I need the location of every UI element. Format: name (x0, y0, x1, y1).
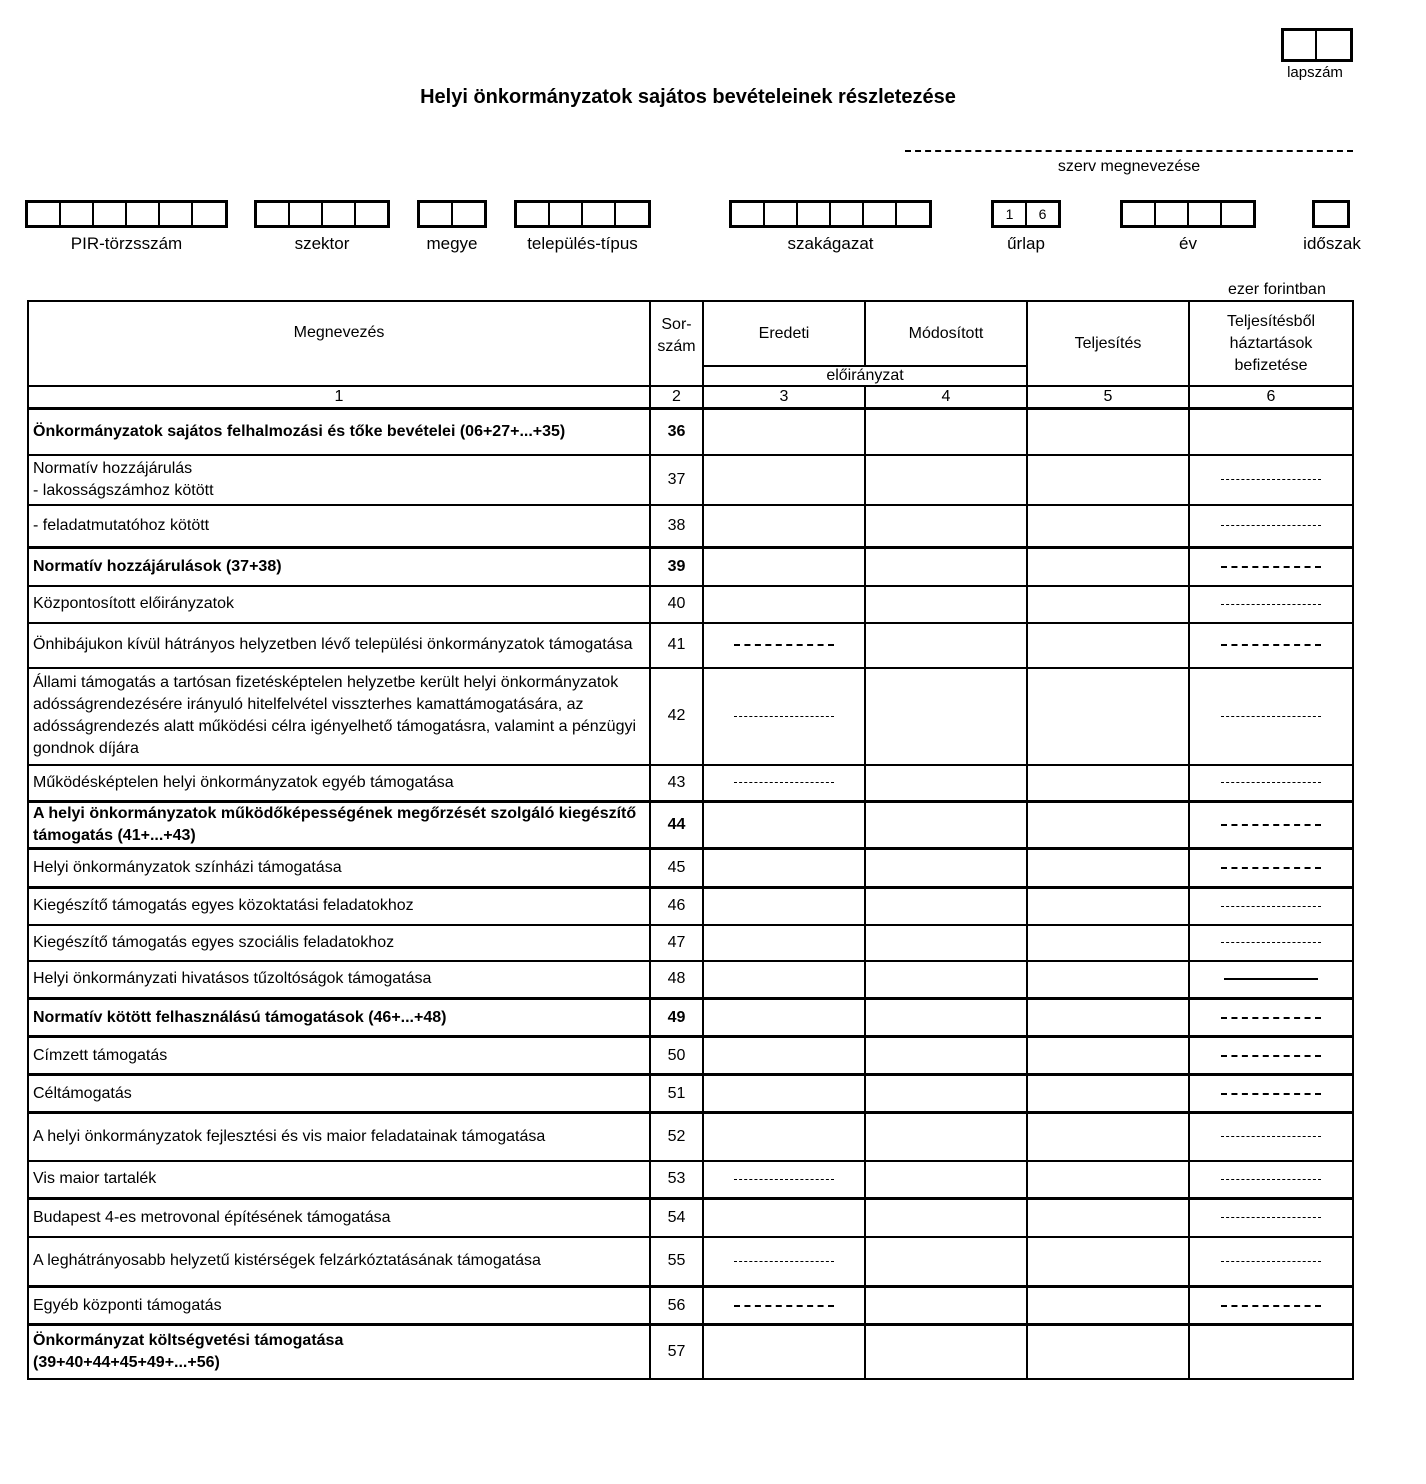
cell-haztartasok (1189, 455, 1353, 505)
cell-eredeti[interactable] (703, 409, 865, 455)
dash-placeholder (1221, 1217, 1321, 1218)
row-sorszam: 55 (650, 1237, 703, 1287)
cell-eredeti[interactable] (703, 455, 865, 505)
ev-digit[interactable] (1222, 203, 1253, 225)
cell-teljesites[interactable] (1027, 505, 1189, 548)
colnum-4: 4 (865, 386, 1027, 409)
row-sorszam: 42 (650, 668, 703, 765)
cell-modositott[interactable] (865, 623, 1027, 668)
dash-placeholder (1221, 782, 1321, 783)
cell-modositott[interactable] (865, 505, 1027, 548)
cell-eredeti[interactable] (703, 1113, 865, 1161)
telepules-digit[interactable] (616, 203, 648, 225)
table-row (28, 802, 1353, 849)
cell-teljesites[interactable] (1027, 925, 1189, 961)
main-table (27, 300, 1354, 1380)
cell-modositott[interactable] (865, 1161, 1027, 1199)
cell-haztartasok (1189, 1237, 1353, 1287)
pir-boxes[interactable] (25, 200, 228, 228)
row-sorszam: 57 (650, 1325, 703, 1379)
megye-label: megye (426, 234, 478, 253)
colnum-2: 2 (650, 386, 703, 409)
cell-modositott[interactable] (865, 1325, 1027, 1379)
cell-haztartasok (1189, 505, 1353, 548)
dash-placeholder (734, 1305, 834, 1307)
row-name: Működésképtelen helyi önkormányzatok egyéb támogatása (28, 765, 650, 802)
table-row (28, 961, 1353, 999)
header-sorszam-a: Sor- (661, 316, 692, 333)
column-numbers-row (28, 386, 1353, 409)
cell-modositott[interactable] (865, 1075, 1027, 1113)
header-haztartasok-a: Teljesítésből (1226, 312, 1316, 330)
szektor-digit[interactable] (257, 203, 290, 225)
table-row (28, 668, 1353, 765)
cell-modositott[interactable] (865, 925, 1027, 961)
row-name: Normatív hozzájárulások (37+38) (28, 548, 650, 586)
telepules-digit[interactable] (550, 203, 583, 225)
szakagazat-label: szakágazat (787, 234, 874, 253)
header-sorszam-b: szám (657, 338, 696, 355)
row-name: Helyi önkormányzatok színházi támogatása (28, 849, 650, 888)
row-name: Állami támogatás a tartósan fizetésképtelen helyzetbe került helyi önkormányzatok adósságrendezésére irányuló hitelfelvétel visszterhes kamattámogatására, az adósságrendezés alatt működési célra igényelhető támogatásra, valamint a pénzügyi gondnok díjára (28, 668, 650, 765)
cell-haztartasok (1189, 961, 1353, 999)
table-row (28, 1287, 1353, 1325)
cell-eredeti[interactable] (703, 925, 865, 961)
table-row (28, 849, 1353, 888)
idoszak-digit[interactable] (1315, 203, 1347, 225)
cell-teljesites[interactable] (1027, 1113, 1189, 1161)
pir-digit[interactable] (160, 203, 193, 225)
row-name: Önhibájukon kívül hátrányos helyzetben lévő települési önkormányzatok támogatása (28, 623, 650, 668)
row-name: Egyéb központi támogatás (28, 1287, 650, 1325)
dash-placeholder (1221, 824, 1321, 826)
table-row (28, 999, 1353, 1037)
row-sorszam: 56 (650, 1287, 703, 1325)
row-name: Kiegészítő támogatás egyes közoktatási feladatokhoz (28, 888, 650, 925)
table-row (28, 765, 1353, 802)
urlap-boxes (991, 200, 1061, 228)
dash-placeholder (1221, 716, 1321, 717)
cell-haztartasok (1189, 1287, 1353, 1325)
unit-label: ezer forintban (1228, 281, 1326, 298)
row-name: A leghátrányosabb helyzetű kistérségek felzárkóztatásának támogatása (28, 1237, 650, 1287)
urlap-digit-1: 1 (994, 203, 1027, 225)
row-name: A helyi önkormányzatok működőképességének megőrzését szolgáló kiegészítő támogatás (41+...+43) (28, 802, 650, 849)
row-name: Céltámogatás (28, 1075, 650, 1113)
idoszak-box[interactable] (1312, 200, 1350, 228)
dash-placeholder (1221, 1261, 1321, 1262)
szakagazat-digit[interactable] (765, 203, 798, 225)
urlap-label: űrlap (1007, 234, 1045, 253)
cell-modositott[interactable] (865, 455, 1027, 505)
cell-haztartasok (1189, 1161, 1353, 1199)
row-sorszam: 36 (650, 409, 703, 455)
cell-eredeti[interactable] (703, 999, 865, 1037)
cell-eredeti (703, 1287, 865, 1325)
cell-modositott[interactable] (865, 1199, 1027, 1237)
row-name-line-2: - lakosságszámhoz kötött (33, 481, 214, 499)
table-row (28, 409, 1353, 455)
cell-modositott[interactable] (865, 409, 1027, 455)
cell-haztartasok (1189, 925, 1353, 961)
row-sorszam: 38 (650, 505, 703, 548)
megye-digit[interactable] (420, 203, 453, 225)
cell-haztartasok (1189, 888, 1353, 925)
cell-teljesites[interactable] (1027, 1075, 1189, 1113)
szektor-digit[interactable] (323, 203, 356, 225)
szerv-label: szerv megnevezése (1057, 158, 1201, 175)
colnum-1: 1 (28, 386, 650, 409)
header-teljesites: Teljesítés (1027, 301, 1189, 386)
pir-digit[interactable] (61, 203, 94, 225)
dash-placeholder (1221, 1017, 1321, 1019)
table-row (28, 1037, 1353, 1075)
szektor-digit[interactable] (290, 203, 323, 225)
urlap-digit-2: 6 (1038, 206, 1047, 222)
ev-digit[interactable] (1189, 203, 1222, 225)
cell-teljesites[interactable] (1027, 765, 1189, 802)
cell-haztartasok (1189, 1199, 1353, 1237)
ev-boxes[interactable] (1120, 200, 1256, 228)
cell-modositott[interactable] (865, 586, 1027, 623)
dash-placeholder (1221, 604, 1321, 605)
szakagazat-digit[interactable] (897, 203, 929, 225)
cell-haztartasok (1189, 999, 1353, 1037)
cell-teljesites[interactable] (1027, 1325, 1189, 1379)
dash-placeholder (734, 782, 834, 783)
cell-eredeti[interactable] (703, 548, 865, 586)
cell-haztartasok (1189, 1037, 1353, 1075)
row-sorszam: 43 (650, 765, 703, 802)
header-haztartasok-b: háztartások (1229, 334, 1313, 352)
dash-placeholder (1221, 1136, 1321, 1137)
dash-placeholder (1221, 1093, 1321, 1095)
header-haztartasok (1189, 301, 1353, 386)
cell-teljesites[interactable] (1027, 586, 1189, 623)
cell-teljesites[interactable] (1027, 548, 1189, 586)
row-name: Kiegészítő támogatás egyes szociális feladatokhoz (28, 925, 650, 961)
row-sorszam: 49 (650, 999, 703, 1037)
cell-haztartasok (1189, 1113, 1353, 1161)
cell-haztartasok (1189, 548, 1353, 586)
cell-modositott[interactable] (865, 1037, 1027, 1075)
row-name (28, 455, 650, 505)
cell-haztartasok (1189, 1075, 1353, 1113)
table-row (28, 1075, 1353, 1113)
row-sorszam: 50 (650, 1037, 703, 1075)
cell-teljesites[interactable] (1027, 455, 1189, 505)
megye-digit[interactable] (453, 203, 484, 225)
row-name: Helyi önkormányzati hivatásos tűzoltóságok támogatása (28, 961, 650, 999)
cell-eredeti[interactable] (703, 961, 865, 999)
cell-modositott[interactable] (865, 999, 1027, 1037)
szakagazat-boxes[interactable] (729, 200, 932, 228)
dash-placeholder (734, 1261, 834, 1262)
row-name: Önkormányzatok sajátos felhalmozási és tőke bevételei (06+27+...+35) (28, 409, 650, 455)
lapszam-digit-2[interactable] (1317, 31, 1350, 59)
dash-placeholder (734, 644, 834, 646)
dash-placeholder (1221, 566, 1321, 568)
cell-haztartasok (1189, 765, 1353, 802)
cell-haztartasok (1189, 586, 1353, 623)
line-placeholder (1224, 978, 1318, 980)
header-haztartasok-c: befizetése (1234, 356, 1308, 374)
header-sorszam (650, 301, 703, 386)
colnum-5: 5 (1027, 386, 1189, 409)
row-name-line-1: Normatív hozzájárulás (33, 459, 193, 477)
table-row (28, 925, 1353, 961)
cell-teljesites[interactable] (1027, 888, 1189, 925)
cell-teljesites[interactable] (1027, 1237, 1189, 1287)
cell-modositott[interactable] (865, 888, 1027, 925)
cell-eredeti[interactable] (703, 1325, 865, 1379)
table-row (28, 1325, 1353, 1379)
table-row (28, 1161, 1353, 1199)
dash-placeholder (734, 716, 834, 717)
cell-modositott[interactable] (865, 1113, 1027, 1161)
cell-haztartasok (1189, 623, 1353, 668)
cell-teljesites[interactable] (1027, 1199, 1189, 1237)
cell-teljesites[interactable] (1027, 802, 1189, 849)
telepules-label: település-típus (527, 234, 638, 253)
page-title: Helyi önkormányzatok sajátos bevételeinek részletezése (420, 86, 956, 108)
row-name: Normatív kötött felhasználású támogatások (46+...+48) (28, 999, 650, 1037)
szektor-label: szektor (294, 234, 350, 253)
szerv-field-line[interactable] (905, 150, 1353, 152)
header-eloiranyzat: előirányzat (703, 366, 1027, 386)
row-sorszam: 54 (650, 1199, 703, 1237)
cell-eredeti[interactable] (703, 802, 865, 849)
telepules-digit[interactable] (583, 203, 616, 225)
dash-placeholder (1221, 644, 1321, 646)
header-modositott: Módosított (865, 301, 1027, 366)
megye-boxes[interactable] (417, 200, 487, 228)
idoszak-label: időszak (1303, 234, 1361, 253)
row-name: Címzett támogatás (28, 1037, 650, 1075)
lapszam-digit-1[interactable] (1284, 31, 1317, 59)
telepules-digit[interactable] (517, 203, 550, 225)
row-sorszam: 46 (650, 888, 703, 925)
szakagazat-digit[interactable] (798, 203, 831, 225)
row-sorszam: 40 (650, 586, 703, 623)
cell-eredeti (703, 1161, 865, 1199)
table-row (28, 505, 1353, 548)
row-name: Központosított előirányzatok (28, 586, 650, 623)
cell-eredeti[interactable] (703, 505, 865, 548)
cell-modositott[interactable] (865, 802, 1027, 849)
dash-placeholder (1221, 525, 1321, 526)
dash-placeholder (1221, 1055, 1321, 1057)
cell-teljesites[interactable] (1027, 623, 1189, 668)
table-row (28, 888, 1353, 925)
colnum-6: 6 (1189, 386, 1353, 409)
pir-label: PIR-törzsszám (70, 234, 183, 253)
row-sorszam: 51 (650, 1075, 703, 1113)
cell-teljesites[interactable] (1027, 409, 1189, 455)
row-name: Budapest 4-es metrovonal építésének támogatása (28, 1199, 650, 1237)
pir-digit[interactable] (193, 203, 225, 225)
ev-digit[interactable] (1156, 203, 1189, 225)
szakagazat-digit[interactable] (864, 203, 897, 225)
dash-placeholder (1221, 867, 1321, 869)
telepules-boxes[interactable] (514, 200, 651, 228)
cell-modositott[interactable] (865, 849, 1027, 888)
lapszam-boxes[interactable] (1281, 28, 1353, 62)
cell-eredeti[interactable] (703, 849, 865, 888)
cell-modositott[interactable] (865, 548, 1027, 586)
szakagazat-digit[interactable] (831, 203, 864, 225)
cell-haztartasok (1189, 849, 1353, 888)
dash-placeholder (1221, 479, 1321, 480)
dash-placeholder (1221, 1305, 1321, 1307)
dash-placeholder (1221, 942, 1321, 943)
row-sorszam: 44 (650, 802, 703, 849)
colnum-3: 3 (703, 386, 865, 409)
table-row (28, 548, 1353, 586)
cell-teljesites[interactable] (1027, 961, 1189, 999)
header-megnevezes: Megnevezés (28, 301, 650, 386)
dash-placeholder (734, 1179, 834, 1180)
cell-modositott[interactable] (865, 765, 1027, 802)
row-name: - feladatmutatóhoz kötött (28, 505, 650, 548)
cell-haztartasok (1189, 668, 1353, 765)
table-row (28, 623, 1353, 668)
row-sorszam: 41 (650, 623, 703, 668)
row-name: Vis maior tartalék (28, 1161, 650, 1199)
cell-haztartasok (1189, 802, 1353, 849)
cell-haztartasok[interactable] (1189, 409, 1353, 455)
row-sorszam: 45 (650, 849, 703, 888)
szakagazat-digit[interactable] (732, 203, 765, 225)
row-name-line-2: (39+40+44+45+49+...+56) (33, 1353, 220, 1371)
cell-teljesites[interactable] (1027, 999, 1189, 1037)
cell-modositott[interactable] (865, 1237, 1027, 1287)
table-row (28, 586, 1353, 623)
table-row (28, 1237, 1353, 1287)
row-name-line-1: Önkormányzat költségvetési támogatása (33, 1331, 344, 1349)
ev-digit[interactable] (1123, 203, 1156, 225)
cell-eredeti (703, 623, 865, 668)
cell-eredeti[interactable] (703, 888, 865, 925)
pir-digit[interactable] (127, 203, 160, 225)
cell-eredeti (703, 1237, 865, 1287)
pir-digit[interactable] (28, 203, 61, 225)
cell-teljesites[interactable] (1027, 849, 1189, 888)
row-sorszam: 39 (650, 548, 703, 586)
row-name (28, 1325, 650, 1379)
cell-teljesites[interactable] (1027, 1161, 1189, 1199)
szektor-digit[interactable] (356, 203, 387, 225)
cell-teljesites[interactable] (1027, 1037, 1189, 1075)
cell-eredeti[interactable] (703, 1075, 865, 1113)
cell-eredeti[interactable] (703, 1037, 865, 1075)
row-sorszam: 47 (650, 925, 703, 961)
cell-eredeti[interactable] (703, 1199, 865, 1237)
ev-label: év (1179, 234, 1197, 253)
header-eredeti: Eredeti (703, 301, 865, 366)
table-row (28, 1113, 1353, 1161)
table-row (28, 1199, 1353, 1237)
cell-eredeti (703, 765, 865, 802)
cell-eredeti (703, 668, 865, 765)
cell-modositott[interactable] (865, 1287, 1027, 1325)
cell-teljesites[interactable] (1027, 1287, 1189, 1325)
row-sorszam: 52 (650, 1113, 703, 1161)
cell-eredeti[interactable] (703, 586, 865, 623)
cell-modositott[interactable] (865, 668, 1027, 765)
pir-digit[interactable] (94, 203, 127, 225)
cell-haztartasok[interactable] (1189, 1325, 1353, 1379)
row-sorszam: 37 (650, 455, 703, 505)
cell-modositott[interactable] (865, 961, 1027, 999)
cell-teljesites[interactable] (1027, 668, 1189, 765)
table-row (28, 455, 1353, 505)
row-sorszam: 53 (650, 1161, 703, 1199)
row-name: A helyi önkormányzatok fejlesztési és vis maior feladatainak támogatása (28, 1113, 650, 1161)
row-sorszam: 48 (650, 961, 703, 999)
lapszam-label: lapszám (1287, 64, 1343, 81)
dash-placeholder (1221, 1179, 1321, 1180)
dash-placeholder (1221, 906, 1321, 907)
szektor-boxes[interactable] (254, 200, 390, 228)
